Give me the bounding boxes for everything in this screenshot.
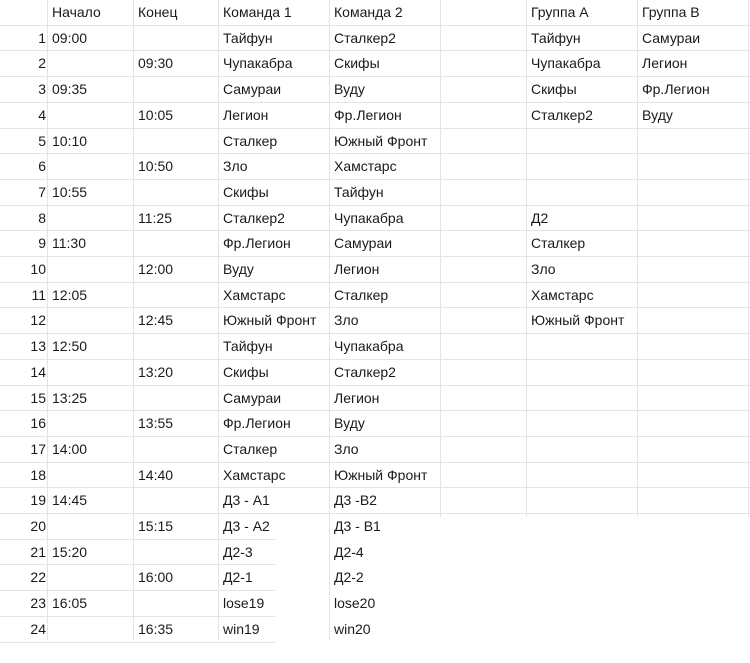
cell-team2[interactable]: Южный Фронт: [334, 132, 428, 149]
cell-team1[interactable]: Тайфун: [223, 29, 273, 46]
cell-end[interactable]: 10:50: [138, 158, 174, 175]
cell-team2[interactable]: Легион: [334, 261, 380, 277]
row-number[interactable]: 23: [30, 595, 46, 612]
cell-end[interactable]: [138, 77, 220, 103]
cell-group-a[interactable]: [531, 386, 626, 412]
cell-end[interactable]: [138, 180, 220, 206]
cell-group-a[interactable]: [531, 463, 626, 489]
cell-team2[interactable]: Сталкер2: [334, 29, 396, 46]
row-number[interactable]: 11: [31, 286, 46, 303]
cell-start[interactable]: [52, 103, 136, 129]
cell-team2[interactable]: Легион: [334, 389, 380, 406]
cell-start[interactable]: [52, 360, 136, 386]
cell-start[interactable]: 12:50: [52, 338, 88, 355]
cell-group-a[interactable]: [531, 180, 626, 206]
cell-team1[interactable]: Хамстарс: [223, 286, 286, 303]
cell-start[interactable]: [52, 206, 136, 232]
cell-group-a[interactable]: [531, 129, 626, 155]
cell-group-b[interactable]: [642, 565, 748, 591]
cell-group-b[interactable]: [642, 488, 748, 514]
cell-end[interactable]: 15:15: [138, 518, 174, 534]
cell-group-b[interactable]: Самураи: [642, 29, 701, 46]
row-number[interactable]: 18: [30, 466, 46, 483]
cell-team1[interactable]: Самураи: [223, 389, 282, 406]
row-number[interactable]: 8: [38, 209, 46, 226]
cell-end[interactable]: 11:25: [138, 209, 172, 226]
row-number[interactable]: 17: [30, 440, 46, 457]
cell-start[interactable]: [52, 565, 136, 591]
header-group-b[interactable]: Группа В: [642, 4, 700, 20]
cell-team1[interactable]: Хамстарс: [223, 466, 286, 483]
cell-start[interactable]: 10:55: [52, 183, 88, 200]
cell-start[interactable]: [52, 411, 136, 437]
row-number[interactable]: 15: [30, 389, 46, 406]
row-number[interactable]: 3: [38, 81, 46, 98]
cell-end[interactable]: 16:35: [138, 620, 174, 637]
cell-group-a[interactable]: [531, 591, 626, 617]
cell-end[interactable]: [138, 231, 220, 257]
cell-start[interactable]: 13:25: [52, 389, 88, 406]
cell-team1[interactable]: Скифы: [223, 363, 269, 380]
cell-start[interactable]: 16:05: [52, 595, 88, 612]
cell-team2[interactable]: Южный Фронт: [334, 466, 428, 483]
cell-group-a[interactable]: [531, 360, 626, 386]
cell-group-b[interactable]: Вуду: [642, 106, 673, 123]
cell-start[interactable]: [52, 308, 136, 334]
table-row: [0, 257, 750, 283]
cell-group-b[interactable]: [642, 308, 748, 334]
cell-group-b[interactable]: [642, 206, 748, 232]
cell-start[interactable]: [52, 463, 136, 489]
cell-start[interactable]: 14:45: [52, 492, 88, 509]
cell-end[interactable]: 09:30: [138, 55, 174, 72]
cell-start[interactable]: 10:10: [52, 132, 88, 149]
cell-start[interactable]: [52, 51, 136, 77]
cell-group-a[interactable]: Тайфун: [531, 29, 581, 46]
table-row: [0, 463, 750, 489]
cell-group-a[interactable]: Д2: [531, 209, 549, 226]
header-start[interactable]: Начало: [52, 4, 101, 20]
cell-team1[interactable]: Тайфун: [223, 338, 273, 355]
row-number[interactable]: 7: [38, 183, 46, 200]
cell-group-b[interactable]: [642, 591, 748, 617]
cell-group-a[interactable]: [531, 334, 626, 360]
cell-end[interactable]: [138, 488, 220, 514]
table-row: [0, 206, 750, 232]
cell-team1[interactable]: Фр.Легион: [223, 235, 291, 252]
header-team1[interactable]: Команда 1: [223, 4, 292, 20]
cell-team2[interactable]: lose20: [334, 595, 376, 612]
cell-team2[interactable]: Вуду: [334, 415, 365, 432]
table-row: [0, 617, 750, 643]
table-row: [0, 26, 750, 52]
cell-end[interactable]: [138, 437, 220, 463]
row-number[interactable]: 20: [30, 518, 46, 534]
cell-team2[interactable]: Скифы: [334, 55, 380, 72]
cell-group-a[interactable]: Зло: [531, 261, 556, 277]
cell-group-b[interactable]: [642, 360, 748, 386]
cell-team1[interactable]: win19: [223, 620, 260, 637]
cell-group-a[interactable]: Чупакабра: [531, 55, 601, 72]
row-number[interactable]: 22: [30, 569, 46, 586]
cell-start[interactable]: 09:00: [52, 29, 88, 46]
cell-group-b[interactable]: [642, 283, 748, 309]
cell-start[interactable]: [52, 154, 136, 180]
cell-group-a[interactable]: [531, 540, 626, 566]
table-row: [0, 334, 750, 360]
cell-group-a[interactable]: [531, 411, 626, 437]
row-number[interactable]: 9: [38, 235, 46, 252]
row-number[interactable]: 24: [30, 620, 46, 637]
cell-team1[interactable]: lose19: [223, 595, 265, 612]
cell-end[interactable]: [138, 334, 220, 360]
cell-team1[interactable]: Легион: [223, 106, 269, 123]
cell-end[interactable]: 16:00: [138, 569, 174, 586]
table-row: [0, 77, 750, 103]
cell-team2[interactable]: Зло: [334, 312, 359, 329]
cell-team1[interactable]: Д3 - А1: [223, 492, 270, 509]
row-number[interactable]: 16: [30, 415, 46, 432]
row-number[interactable]: 5: [38, 132, 46, 149]
cell-group-b[interactable]: [642, 540, 748, 566]
cell-group-b[interactable]: Легион: [642, 55, 688, 72]
cell-end[interactable]: 13:55: [138, 415, 174, 432]
cell-start[interactable]: 14:00: [52, 440, 88, 457]
cell-team2[interactable]: Фр.Легион: [334, 106, 402, 123]
cell-team2[interactable]: Д2-2: [334, 569, 364, 586]
table-row: [0, 129, 750, 155]
cell-team1[interactable]: Южный Фронт: [223, 312, 317, 329]
cell-end[interactable]: 13:20: [138, 363, 174, 380]
cell-group-a[interactable]: [531, 437, 626, 463]
cell-group-b[interactable]: [642, 231, 748, 257]
table-row: [0, 180, 750, 206]
row-number[interactable]: 12: [30, 312, 46, 329]
cell-team1[interactable]: Самураи: [223, 81, 282, 98]
table-row: [0, 283, 750, 309]
cell-group-b[interactable]: [642, 257, 748, 283]
cell-end[interactable]: [138, 283, 220, 309]
table-row: [0, 540, 750, 566]
header-row: [0, 0, 750, 26]
cell-team1[interactable]: Д2-3: [223, 543, 253, 560]
cell-group-a[interactable]: Скифы: [531, 81, 577, 98]
cell-group-b[interactable]: [642, 154, 748, 180]
cell-team2[interactable]: Хамстарс: [334, 158, 397, 175]
table-row: [0, 591, 750, 617]
cell-team2[interactable]: Тайфун: [334, 183, 384, 200]
cell-group-b[interactable]: [642, 386, 748, 412]
cell-group-a[interactable]: Хамстарс: [531, 286, 594, 303]
cell-team2[interactable]: Самураи: [334, 235, 393, 252]
cell-start[interactable]: [52, 617, 136, 643]
cell-team1[interactable]: Чупакабра: [223, 55, 293, 72]
table-row: [0, 360, 750, 386]
table-row: [0, 103, 750, 129]
row-number[interactable]: 6: [38, 158, 46, 175]
row-number[interactable]: 21: [30, 543, 46, 560]
row-number[interactable]: 10: [30, 261, 46, 277]
header-group-a[interactable]: Группа А: [531, 4, 589, 20]
cell-start[interactable]: [52, 514, 136, 540]
cell-team2[interactable]: Сталкер2: [334, 363, 396, 380]
cell-end[interactable]: [138, 26, 220, 52]
table-row: [0, 51, 750, 77]
cell-group-b[interactable]: [642, 617, 748, 643]
cell-end[interactable]: 14:40: [138, 466, 174, 483]
cell-team2[interactable]: Чупакабра: [334, 338, 404, 355]
cell-group-b[interactable]: [642, 334, 748, 360]
table-row: [0, 386, 750, 412]
cell-team2[interactable]: Зло: [334, 440, 359, 457]
cell-end[interactable]: [138, 386, 220, 412]
cell-group-b[interactable]: [642, 514, 748, 540]
cell-end[interactable]: 12:00: [138, 261, 174, 277]
cell-group-a[interactable]: Южный Фронт: [531, 312, 625, 329]
table-row: [0, 154, 750, 180]
cell-end[interactable]: 10:05: [138, 106, 174, 123]
table-row: [0, 437, 750, 463]
row-number[interactable]: 14: [30, 363, 46, 380]
cell-end[interactable]: [138, 540, 220, 566]
table-row: [0, 488, 750, 514]
header-team2[interactable]: Команда 2: [334, 4, 403, 20]
cell-team1[interactable]: Зло: [223, 158, 248, 175]
cell-team2[interactable]: win20: [334, 620, 371, 637]
row-number[interactable]: 4: [38, 106, 46, 123]
cell-group-a[interactable]: Сталкер2: [531, 106, 593, 123]
cell-group-b[interactable]: [642, 437, 748, 463]
cell-group-b[interactable]: [642, 463, 748, 489]
cell-end[interactable]: [138, 591, 220, 617]
cell-start[interactable]: 11:30: [52, 235, 86, 252]
cell-group-a[interactable]: [531, 514, 626, 540]
cell-end[interactable]: [138, 129, 220, 155]
cell-team1[interactable]: Д3 - А2: [223, 518, 270, 534]
table-row: [0, 308, 750, 334]
cell-team1[interactable]: Вуду: [223, 261, 254, 277]
cell-start[interactable]: 09:35: [52, 81, 88, 98]
cell-team2[interactable]: Д2-4: [334, 543, 364, 560]
cell-group-a[interactable]: [531, 154, 626, 180]
row-number[interactable]: 1: [38, 29, 46, 46]
cell-start[interactable]: [52, 257, 136, 283]
table-row: [0, 514, 750, 540]
cell-team2[interactable]: Сталкер: [334, 286, 389, 303]
cell-team2[interactable]: Вуду: [334, 81, 365, 98]
cell-group-b[interactable]: [642, 180, 748, 206]
cell-group-a[interactable]: [531, 565, 626, 591]
cell-team1[interactable]: Д2-1: [223, 569, 253, 586]
cell-team1[interactable]: Сталкер2: [223, 209, 285, 226]
row-number[interactable]: 13: [30, 338, 46, 355]
header-end[interactable]: Конец: [138, 4, 178, 20]
cell-team2[interactable]: Чупакабра: [334, 209, 404, 226]
cell-team2[interactable]: Д3 -В2: [334, 492, 377, 509]
cell-group-a[interactable]: [531, 617, 626, 643]
cell-team1[interactable]: Скифы: [223, 183, 269, 200]
cell-group-a[interactable]: [531, 488, 626, 514]
cell-team1[interactable]: Сталкер: [223, 440, 278, 457]
cell-group-b[interactable]: [642, 411, 748, 437]
cell-team2[interactable]: Д3 - В1: [334, 518, 381, 534]
row-number[interactable]: 19: [30, 492, 46, 509]
cell-group-b[interactable]: Фр.Легион: [642, 81, 710, 98]
cell-start[interactable]: 12:05: [52, 286, 88, 303]
table-row: [0, 231, 750, 257]
table-row: [0, 565, 750, 591]
cell-start[interactable]: 15:20: [52, 543, 88, 560]
cell-end[interactable]: 12:45: [138, 312, 174, 329]
cell-group-a[interactable]: Сталкер: [531, 235, 586, 252]
cell-team1[interactable]: Фр.Легион: [223, 415, 291, 432]
cell-group-b[interactable]: [642, 129, 748, 155]
table-row: [0, 411, 750, 437]
cell-team1[interactable]: Сталкер: [223, 132, 278, 149]
row-number[interactable]: 2: [38, 55, 46, 72]
